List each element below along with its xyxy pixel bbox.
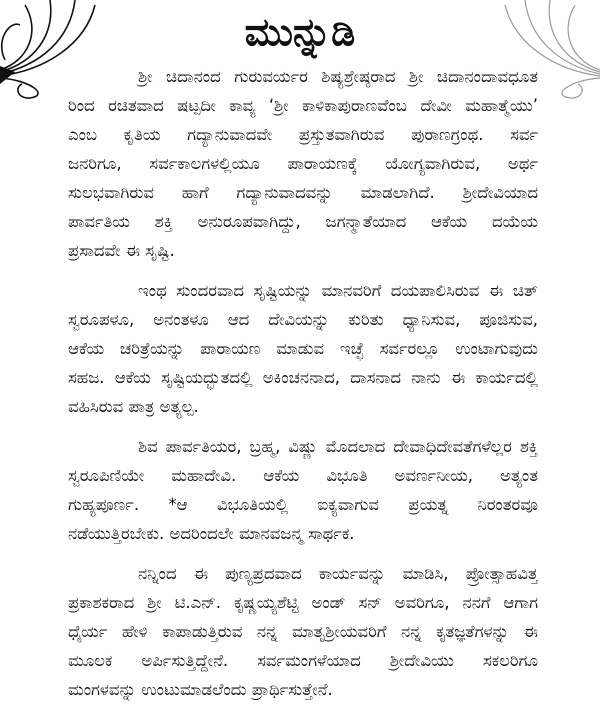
text-line: ಸ್ವರೂಪಿಣಿಯೇ ಮಹಾದೇವಿ. ಆಕೆಯ ವಿಭೂತಿ ಅವರ್ಣನೀಯ, ಅತ್ಯಂತ — [68, 466, 538, 485]
text-line: ಮಂಗಳವನ್ನು ಉಂಟುಮಾಡಲೆಂದು ಪ್ರಾರ್ಥಿಸುತ್ತೇನೆ. — [68, 680, 333, 699]
text-line: ಶ್ರೀ ಚಿದಾನಂದ ಗುರುವರ್ಯರ ಶಿಷ್ಯಶ್ರೇಷ್ಠರಾದ ಶ್ರೀ ಚಿದಾನಂದಾವಧೂತ — [138, 67, 538, 86]
text-line: ಸಹಜ. ಆಕೆಯ ಸೃಷ್ಟಿಯದ್ಭುತದಲ್ಲಿ ಅಕಿಂಚನನಾದ, ದಾಸನಾದ ನಾನು ಈ ಕಾರ್ಯದಲ್ಲಿ — [68, 368, 538, 387]
text-line: ಎಂಬ ಕೃತಿಯ ಗದ್ಯಾನುವಾದವೇ ಪ್ರಸ್ತುತವಾಗಿರುವ ಪುರಾಣಗ್ರಂಥ. ಸರ್ವ — [68, 125, 538, 144]
page-title: ಮುನ್ನುಡಿ — [244, 10, 356, 54]
text-line: ಶಿವ ಪಾರ್ವತಿಯರ, ಬ್ರಹ್ಮ, ವಿಷ್ಣು ಮೊದಲಾದ ದೇವಾಧಿದೇವತೆಗಳೆಲ್ಲರ ಶಕ್ತಿ — [138, 437, 538, 456]
text-line: ಧೈರ್ಯ ಹೇಳಿ ಕಾಪಾಡುತ್ತಿರುವ ನನ್ನ ಮಾತೃಶ್ರೀಯವರಿಗೆ ನನ್ನ ಕೃತಜ್ಞತೆಗಳನ್ನು ಈ — [68, 622, 538, 641]
text-line: ಪಾರ್ವತಿಯ ಶಕ್ತಿ ಅನುರೂಪವಾಗಿದ್ದು, ಜಗನ್ಮಾತೆಯಾದ ಆಕೆಯ ದಯೆಯ — [68, 212, 538, 231]
paragraph-3 — [68, 432, 538, 548]
text-line: ಆಕೆಯ ಚರಿತ್ರೆಯನ್ನು ಪಾರಾಯಣ ಮಾಡುವ ಇಚ್ಛೆ ಸರ್ವರಲ್ಲೂ ಉಂಟಾಗುವುದು — [68, 339, 538, 358]
text-line: ಗುಹ್ಯಪೂರ್ಣ. *ಆ ವಿಭೂತಿಯಲ್ಲಿ ಐಕ್ಯವಾಗುವ ಪ್ರಯತ್ನ ನಿರಂತರವೂ — [68, 495, 538, 514]
text-line: ಸ್ವರೂಪಳೂ, ಅನಂತಳೂ ಆದ ದೇವಿಯನ್ನು ಕುರಿತು ಧ್ಯಾನಿಸುವ, ಪೂಜಿಸುವ, — [68, 310, 538, 329]
paragraph-1 — [68, 62, 538, 265]
preface-body — [68, 62, 538, 715]
paragraph-4 — [68, 559, 538, 704]
text-line: ಜನರಿಗೂ, ಸರ್ವಕಾಲಗಳಲ್ಲಿಯೂ ಪಾರಾಯಣಕ್ಕೆ ಯೋಗ್ಯವಾಗಿರುವ, ಅರ್ಥ — [68, 154, 538, 173]
text-line: ಪ್ರಸಾದವೇ ಈ ಸೃಷ್ಟಿ. — [68, 241, 175, 260]
text-line: ನಡೆಯುತ್ತಿರಬೇಕು. ಅದರಿಂದಲೇ ಮಾನವಜನ್ಮ ಸಾರ್ಥಕ. — [68, 524, 355, 543]
text-line: ಪ್ರಕಾಶಕರಾದ ಶ್ರೀ ಟಿ.ಎನ್. ಕೃಷ್ಣಯ್ಯಶೆಟ್ಟಿ ಅಂಡ್ ಸನ್ ಅವರಿಗೂ, ನನಗೆ ಆಗಾಗ — [68, 593, 538, 612]
text-line: ರಿಂದ ರಚಿತವಾದ ಷಟ್ಪದೀ ಕಾವ್ಯ ‘ಶ್ರೀ ಕಾಳಿಕಾಪುರಾಣವೆಂಬ ದೇವೀ ಮಹಾತ್ಮೆಯು’ — [68, 96, 538, 115]
text-line: ಇಂಥ ಸುಂದರವಾದ ಸೃಷ್ಟಿಯನ್ನು ಮಾನವರಿಗೆ ದಯಪಾಲಿಸಿರುವ ಈ ಚಿತ್ — [138, 281, 538, 300]
text-line: ನನ್ನಿಂದ ಈ ಪುಣ್ಯಪ್ರದವಾದ ಕಾರ್ಯವನ್ನು ಮಾಡಿಸಿ, ಪ್ರೋತ್ಸಾಹವಿತ್ತ — [138, 564, 538, 583]
text-line: ಮೂಲಕ ಅರ್ಪಿಸುತ್ತಿದ್ದೇನೆ. ಸರ್ವಮಂಗಳೆಯಾದ ಶ್ರೀದೇವಿಯು ಸಕಲರಿಗೂ — [68, 651, 538, 670]
text-line: ವಹಿಸಿರುವ ಪಾತ್ರ ಅತ್ಯಲ್ಪ. — [68, 397, 199, 416]
text-line: ಸುಲಭವಾಗಿರುವ ಹಾಗೆ ಗದ್ಯಾನುವಾದವನ್ನು ಮಾಡಲಾಗಿದೆ. ಶ್ರೀದೇವಿಯಾದ — [68, 183, 538, 202]
paragraph-2 — [68, 276, 538, 421]
